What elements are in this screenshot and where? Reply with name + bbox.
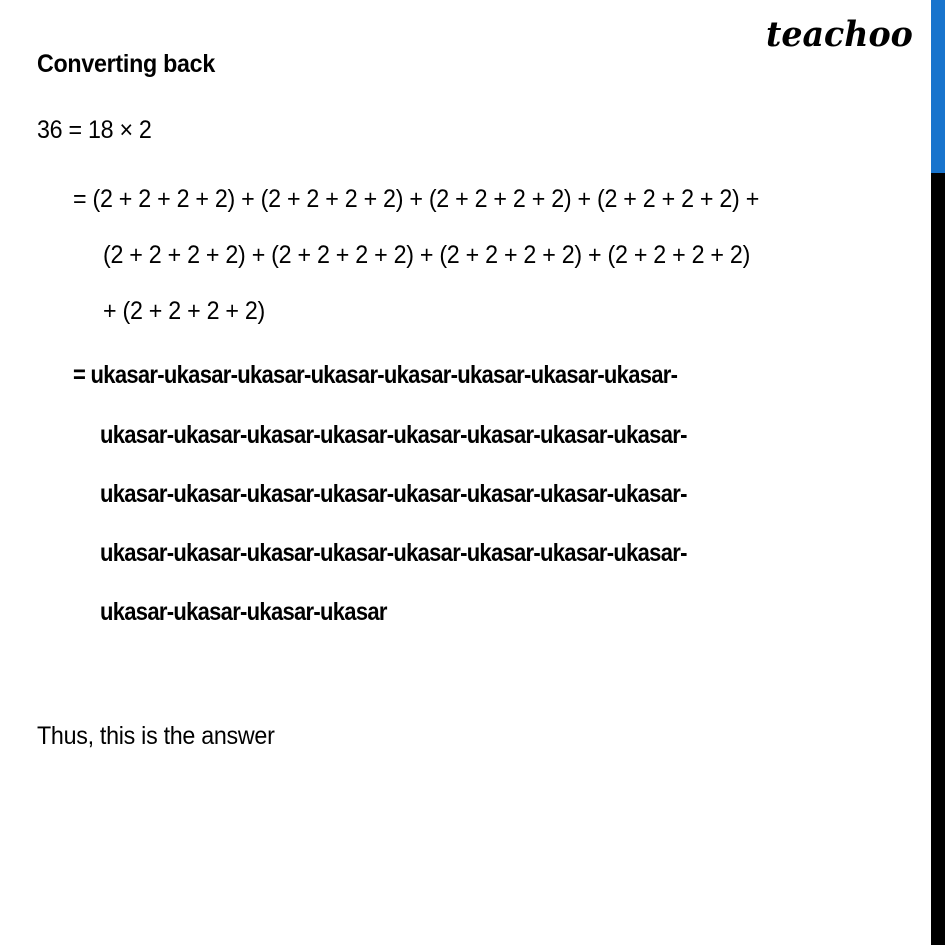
equation-text: 36 = 18 × 2 — [37, 116, 152, 144]
result-line-5 — [100, 598, 426, 627]
result-line-1 — [73, 361, 760, 390]
result-line-2 — [100, 421, 767, 450]
heading-text: Converting back — [37, 50, 215, 78]
result-line-text: ukasar-ukasar-ukasar-ukasar — [100, 598, 387, 626]
equals-sign: = — [73, 361, 91, 389]
sum-line-2 — [103, 241, 799, 270]
conclusion-text: Thus, this is the answer — [37, 722, 275, 750]
result-line-text: ukasar-ukasar-ukasar-ukasar-ukasar-ukasar-ukasar-ukasar- — [90, 361, 678, 389]
conclusion-line — [37, 722, 292, 751]
sidebar-dark-bar — [931, 173, 945, 945]
sum-line-text: (2 + 2 + 2 + 2) + (2 + 2 + 2 + 2) + (2 + 2 + 2 + 2) + (2 + 2 + 2 + 2) — [103, 241, 751, 269]
sum-line-1 — [73, 185, 811, 214]
result-line-content — [73, 361, 677, 390]
teachoo-logo: teachoo — [766, 14, 913, 55]
section-heading — [37, 50, 228, 79]
result-line-text: ukasar-ukasar-ukasar-ukasar-ukasar-ukasar-ukasar-ukasar- — [100, 539, 687, 567]
sidebar-accent-bar — [931, 0, 945, 173]
sum-line-text: + (2 + 2 + 2 + 2) — [103, 297, 265, 325]
sum-line-3 — [103, 297, 277, 326]
result-line-text: ukasar-ukasar-ukasar-ukasar-ukasar-ukasar-ukasar-ukasar- — [100, 480, 687, 508]
sum-line-text: = (2 + 2 + 2 + 2) + (2 + 2 + 2 + 2) + (2 + 2 + 2 + 2) + (2 + 2 + 2 + 2) + — [73, 185, 759, 213]
result-line-text: ukasar-ukasar-ukasar-ukasar-ukasar-ukasar-ukasar-ukasar- — [100, 421, 687, 449]
result-line-4 — [100, 539, 767, 568]
equation-line — [37, 116, 160, 145]
result-line-3 — [100, 480, 767, 509]
